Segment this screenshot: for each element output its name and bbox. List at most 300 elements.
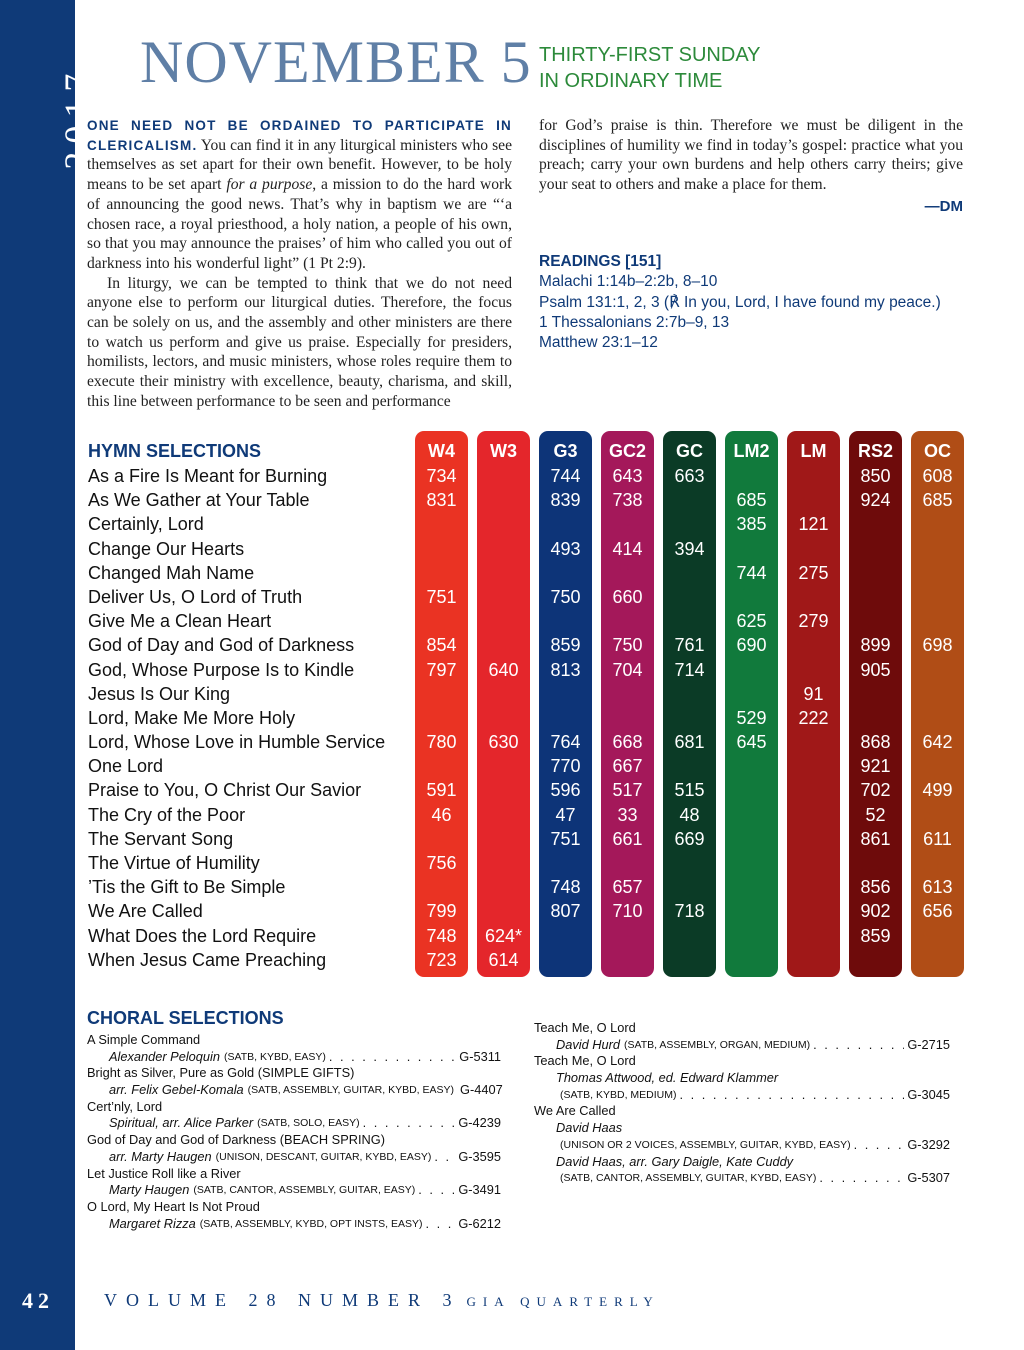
hymn-number xyxy=(663,851,716,875)
hymn-title: One Lord xyxy=(88,756,164,777)
choral-code: G-6212 xyxy=(458,1215,501,1231)
hymn-number: 751 xyxy=(550,828,581,849)
choral-detail xyxy=(87,1082,501,1099)
hymn-number: 394 xyxy=(674,538,705,559)
choral-title: Bright as Silver, Pure as Gold (SIMPLE GIFTS) xyxy=(87,1065,355,1081)
hymn-number xyxy=(849,537,902,561)
hymn-number: 702 xyxy=(860,780,891,801)
hymnal-column-header: GC2 xyxy=(608,441,646,461)
choral-code: G-3045 xyxy=(907,1086,950,1102)
article-paragraph-3: for God’s praise is thin. Therefore we must be diligent in the disciplines of humility we find in today’s gospel: practice what you preach; carry your own burdens and help others carry theirs; give your seat to others and make a place for them. xyxy=(539,117,963,194)
hymnal-column-lm xyxy=(787,431,840,977)
hymn-number xyxy=(725,948,778,972)
hymn-number xyxy=(787,488,840,512)
hymn-number xyxy=(787,827,840,851)
choral-detail xyxy=(534,1154,950,1171)
hymn-number xyxy=(601,682,654,706)
hymn-number: 924 xyxy=(860,490,891,511)
choral-composer: David Hurd xyxy=(556,1036,621,1052)
hymn-number xyxy=(477,537,530,561)
hymn-number: 596 xyxy=(550,780,581,801)
hymn-number xyxy=(725,464,778,488)
choral-code: G-4407 xyxy=(460,1082,503,1098)
choral-code: G-2715 xyxy=(907,1036,950,1052)
hymn-number xyxy=(477,512,530,536)
hymn-number xyxy=(539,948,592,972)
choral-title: A Simple Command xyxy=(87,1032,201,1047)
choral-detail xyxy=(87,1216,501,1233)
hymn-number xyxy=(539,924,592,948)
hymnal-column-header: W3 xyxy=(490,441,517,461)
hymnal-column-g3 xyxy=(539,431,592,977)
choral-detail xyxy=(534,1070,950,1087)
dot-leader xyxy=(425,1216,455,1233)
hymn-number: 642 xyxy=(922,732,953,753)
hymn-number xyxy=(787,924,840,948)
choral-voicing: (SATB, CANTOR, ASSEMBLY, GUITAR, KYBD, EASY) xyxy=(560,1172,817,1185)
choral-left-column xyxy=(87,1032,501,1232)
hymn-number xyxy=(601,561,654,585)
choral-composer: Thomas Attwood, ed. Edward Klammer xyxy=(556,1070,779,1086)
hymnal-column-header: RS2 xyxy=(857,441,893,461)
hymn-number xyxy=(725,803,778,827)
hymn-number: 861 xyxy=(860,828,891,849)
hymn-number xyxy=(787,778,840,802)
occasion-line-2: IN ORDINARY TIME xyxy=(539,70,723,92)
hymn-number: 222 xyxy=(798,707,829,728)
choral-detail xyxy=(87,1182,501,1199)
article-text: , a mission to do the hard work of announcing the good news. That’s why in baptism we are “‘a chosen race, a royal priesthood, a holy nation, a people of his own, so that you may announce the praises’ of him who called you out of darkness into his wonderful light” (1 Pt 2:9). xyxy=(87,176,512,272)
hymn-number: 744 xyxy=(550,466,581,486)
hymn-number xyxy=(787,730,840,754)
hymn-title: We Are Called xyxy=(88,901,203,922)
hymn-number: 625 xyxy=(736,611,767,632)
hymn-number xyxy=(725,827,778,851)
hymn-number xyxy=(663,561,716,585)
choral-detail xyxy=(534,1087,950,1104)
choral-title: O Lord, My Heart Is Not Proud xyxy=(87,1198,260,1214)
hymn-number: 624* xyxy=(484,925,523,946)
hymn-number: 275 xyxy=(798,562,829,583)
choral-code: G-3595 xyxy=(458,1148,501,1164)
hymn-number: 744 xyxy=(736,562,767,583)
hymn-number xyxy=(911,851,964,875)
hymn-number: 734 xyxy=(426,466,457,486)
hymn-number xyxy=(911,803,964,827)
hymn-number: 859 xyxy=(550,635,581,656)
hymn-number: 921 xyxy=(860,756,891,777)
dot-leader xyxy=(813,1037,904,1054)
hymn-number xyxy=(663,585,716,609)
hymn-number: 797 xyxy=(426,659,457,680)
choral-voicing: (SATB, KYBD, MEDIUM) xyxy=(560,1088,677,1101)
hymn-number xyxy=(849,561,902,585)
footer xyxy=(104,1290,660,1311)
hymnal-column-header: W4 xyxy=(428,441,455,461)
hymn-number: 529 xyxy=(736,707,767,728)
hymn-title: ’Tis the Gift to Be Simple xyxy=(88,877,286,898)
hymn-number xyxy=(911,706,964,730)
hymn-number: 669 xyxy=(674,828,705,849)
hymn-number: 613 xyxy=(922,877,953,898)
hymn-number xyxy=(601,609,654,633)
hymn-number xyxy=(539,512,592,536)
hymn-number: 704 xyxy=(612,659,643,680)
reading-item: 1 Thessalonians 2:7b–9, 13 xyxy=(539,313,730,331)
hymn-number xyxy=(725,682,778,706)
hymn-title: Praise to You, O Christ Our Savior xyxy=(88,780,362,801)
hymn-number: 748 xyxy=(426,925,457,946)
hymn-number: 748 xyxy=(550,877,581,898)
hymn-number xyxy=(477,561,530,585)
hymn-number: 385 xyxy=(736,514,767,535)
choral-voicing: (UNISON OR 2 VOICES, ASSEMBLY, GUITAR, KYBD, EASY) xyxy=(560,1138,851,1151)
hymn-number xyxy=(415,512,468,536)
hymn-number xyxy=(911,754,964,778)
hymn-number: 591 xyxy=(426,780,457,801)
article-paragraph-1 xyxy=(87,116,512,274)
hymn-title: God, Whose Purpose Is to Kindle xyxy=(88,659,355,680)
hymn-number xyxy=(663,488,716,512)
choral-voicing: (UNISON, DESCANT, GUITAR, KYBD, EASY) xyxy=(215,1150,432,1163)
hymn-number xyxy=(787,658,840,682)
hymn-number xyxy=(415,875,468,899)
hymn-number xyxy=(787,754,840,778)
choral-code: G-5307 xyxy=(907,1170,950,1186)
hymn-number xyxy=(601,706,654,730)
choral-detail xyxy=(87,1149,501,1166)
choral-detail xyxy=(534,1037,950,1054)
hymnal-column-header: LM2 xyxy=(733,441,770,461)
hymn-number: 690 xyxy=(736,635,767,656)
hymn-number: 807 xyxy=(550,901,581,922)
hymn-title: Change Our Hearts xyxy=(88,538,245,559)
hymnal-column-header: G3 xyxy=(553,441,578,461)
hymn-number: 761 xyxy=(674,635,705,656)
hymn-number xyxy=(477,899,530,923)
hymn-number xyxy=(477,682,530,706)
choral-title: Cert’nly, Lord xyxy=(87,1098,163,1114)
hymn-number xyxy=(787,875,840,899)
footer-volume: VOLUME 28 NUMBER 3 xyxy=(104,1290,461,1310)
hymn-number xyxy=(849,706,902,730)
choral-composer: Alexander Peloquin xyxy=(109,1048,220,1064)
hymn-number: 663 xyxy=(674,466,705,486)
article-lead: ONE NEED NOT BE ORDAINED TO PARTICIPATE IN CLERICALISM. xyxy=(87,118,512,153)
article-paragraph-2: In liturgy, we can be tempted to think that we do not need anyone else to perform our liturgical duties. Therefore, the focus can be solely on us, and the assembly and other ministers are there to watch us perform and give us praise. Especially for presiders, homilists, lectors, and music ministers, whose roles require them to execute their ministry with excellence, beauty, charisma, and skill, this line between performance to be seen and performance xyxy=(87,274,512,410)
hymn-number xyxy=(787,899,840,923)
hymn-number: 499 xyxy=(922,780,953,801)
hymn-number: 121 xyxy=(798,514,829,535)
hymn-number xyxy=(477,609,530,633)
hymn-number: 750 xyxy=(612,635,643,656)
hymn-number xyxy=(539,609,592,633)
hymn-number: 46 xyxy=(431,804,452,825)
hymn-number xyxy=(539,851,592,875)
hymn-number xyxy=(415,682,468,706)
hymn-number xyxy=(911,682,964,706)
hymn-number xyxy=(787,851,840,875)
choral-composer: Marty Haugen xyxy=(109,1182,190,1198)
hymn-title: God of Day and God of Darkness xyxy=(88,635,355,656)
choral-composer: David Haas xyxy=(556,1120,623,1136)
hymn-number xyxy=(725,924,778,948)
dot-leader xyxy=(819,1170,904,1187)
choral-detail xyxy=(534,1120,950,1137)
hymn-number: 33 xyxy=(617,804,638,825)
hymnal-column-w4 xyxy=(415,431,468,977)
hymn-number xyxy=(911,561,964,585)
hymn-number: 723 xyxy=(426,949,457,970)
hymn-number: 91 xyxy=(803,683,824,704)
article-text: You can find it in any liturgical ministers who see themselves as set apart for their own benefit. However, to be holy means to be set apart xyxy=(87,136,512,194)
sidebar xyxy=(0,0,97,1350)
hymn-number: 751 xyxy=(426,586,457,607)
hymn-titles xyxy=(88,464,385,972)
hymn-number xyxy=(725,851,778,875)
hymn-number xyxy=(663,706,716,730)
hymn-number: 643 xyxy=(612,466,643,486)
hymnal-column-gc2 xyxy=(601,431,654,977)
hymn-number xyxy=(849,512,902,536)
reading-item: Malachi 1:14b–2:2b, 8–10 xyxy=(539,273,718,291)
occasion-title xyxy=(539,42,761,94)
hymn-number xyxy=(911,585,964,609)
hymn-number: 667 xyxy=(612,756,643,777)
choral-detail xyxy=(534,1170,950,1187)
hymn-number: 657 xyxy=(612,877,643,898)
hymn-number: 630 xyxy=(488,732,519,753)
hymn-title: When Jesus Came Preaching xyxy=(88,949,327,970)
choral-voicing: (SATB, CANTOR, ASSEMBLY, GUITAR, EASY) xyxy=(193,1184,416,1197)
dot-leader xyxy=(329,1049,456,1066)
hymn-title: What Does the Lord Require xyxy=(88,925,317,946)
hymn-number: 831 xyxy=(426,490,457,511)
choral-detail xyxy=(87,1115,501,1132)
hymn-number xyxy=(415,609,468,633)
choral-title: God of Day and God of Darkness (BEACH SPRING) xyxy=(87,1132,385,1148)
hymn-number xyxy=(539,561,592,585)
hymnal-column-w3 xyxy=(477,431,530,977)
hymn-number: 905 xyxy=(860,659,891,680)
hymn-number: 493 xyxy=(550,538,581,559)
choral-composer: arr. Marty Haugen xyxy=(109,1148,212,1164)
hymn-number xyxy=(477,803,530,827)
hymn-number xyxy=(477,488,530,512)
hymn-number: 656 xyxy=(922,901,953,922)
hymn-number xyxy=(911,609,964,633)
choral-right-column xyxy=(534,1020,950,1187)
dot-leader xyxy=(434,1149,455,1166)
hymn-title: The Servant Song xyxy=(88,828,234,849)
hymn-title: Lord, Whose Love in Humble Service xyxy=(88,732,386,753)
hymn-title: Deliver Us, O Lord of Truth xyxy=(88,586,303,607)
hymn-number xyxy=(601,924,654,948)
hymn-number: 839 xyxy=(550,490,581,511)
hymn-number xyxy=(787,803,840,827)
hymn-number xyxy=(663,609,716,633)
hymnal-column-rs2 xyxy=(849,431,902,977)
dot-leader xyxy=(363,1115,456,1132)
article-emphasis: for a purpose xyxy=(226,176,313,194)
choral-title: Teach Me, O Lord xyxy=(534,1020,636,1035)
choral-heading: CHORAL SELECTIONS xyxy=(87,1008,284,1028)
choral-title: Teach Me, O Lord xyxy=(534,1053,636,1069)
hymn-number: 611 xyxy=(923,828,952,849)
hymn-number xyxy=(911,658,964,682)
footer-publication: GIA QUARTERLY xyxy=(466,1294,660,1309)
hymn-number xyxy=(663,948,716,972)
hymn-number xyxy=(849,682,902,706)
hymn-number: 614 xyxy=(488,949,519,970)
hymn-number xyxy=(477,875,530,899)
hymn-number xyxy=(477,851,530,875)
hymn-number xyxy=(415,827,468,851)
page-title: NOVEMBER 5 xyxy=(140,29,532,95)
hymn-number xyxy=(663,875,716,899)
hymn-number: 854 xyxy=(426,635,457,656)
hymn-title: As a Fire Is Meant for Burning xyxy=(88,466,328,486)
hymn-number xyxy=(477,585,530,609)
hymn-number xyxy=(787,633,840,657)
dot-leader xyxy=(418,1182,455,1199)
page-number: 42 xyxy=(22,1288,54,1313)
hymn-number xyxy=(725,658,778,682)
hymn-number: 718 xyxy=(674,901,705,922)
article-signature: —DM xyxy=(924,197,963,215)
article-left-column xyxy=(87,116,512,412)
hymn-number: 850 xyxy=(860,466,891,486)
hymn-title: The Cry of the Poor xyxy=(88,804,246,825)
hymn-title: Lord, Make Me More Holy xyxy=(88,707,296,728)
choral-composer: arr. Felix Gebel-Komala xyxy=(109,1082,244,1098)
choral-voicing: (SATB, ASSEMBLY, GUITAR, KYBD, EASY) xyxy=(247,1084,455,1097)
hymn-number: 799 xyxy=(426,901,457,922)
hymnal-column-gc xyxy=(663,431,716,977)
hymn-number: 750 xyxy=(550,586,581,607)
hymn-number xyxy=(849,948,902,972)
hymn-number xyxy=(911,537,964,561)
choral-detail xyxy=(534,1137,950,1154)
hymn-number: 902 xyxy=(860,901,891,922)
hymn-number xyxy=(849,609,902,633)
occasion-line-1: THIRTY-FIRST SUNDAY xyxy=(539,44,761,66)
hymn-number xyxy=(725,778,778,802)
hymn-number: 738 xyxy=(612,490,643,511)
hymn-number: 685 xyxy=(736,490,767,511)
hymn-number: 660 xyxy=(612,586,643,607)
hymn-number xyxy=(725,899,778,923)
choral-code: G-5311 xyxy=(459,1048,501,1064)
hymn-number: 517 xyxy=(612,780,643,801)
readings-heading: READINGS [151] xyxy=(539,253,662,270)
hymn-title: As We Gather at Your Table xyxy=(88,490,310,511)
choral-title: Let Justice Roll like a River xyxy=(87,1165,241,1181)
hymn-number xyxy=(725,754,778,778)
hymn-title: Jesus Is Our King xyxy=(88,683,231,704)
hymn-number xyxy=(911,948,964,972)
article-right-column xyxy=(539,116,963,217)
hymn-number xyxy=(725,537,778,561)
hymn-number xyxy=(787,464,840,488)
choral-composer: David Haas, arr. Gary Daigle, Kate Cuddy xyxy=(556,1153,794,1169)
hymn-number xyxy=(477,754,530,778)
readings xyxy=(539,252,941,353)
hymn-number: 813 xyxy=(550,659,581,680)
hymn-number: 868 xyxy=(860,732,891,753)
hymn-number xyxy=(539,682,592,706)
hymn-number: 859 xyxy=(860,925,891,946)
choral-code: G-3491 xyxy=(458,1182,501,1198)
hymn-number: 681 xyxy=(674,732,705,753)
hymn-number: 698 xyxy=(922,635,953,656)
hymn-number xyxy=(787,948,840,972)
hymn-title: The Virtue of Humility xyxy=(88,853,260,873)
dot-leader xyxy=(679,1087,904,1104)
hymn-number: 756 xyxy=(426,853,457,873)
hymn-number: 279 xyxy=(798,611,829,632)
dot-leader xyxy=(854,1137,905,1154)
hymn-number xyxy=(415,754,468,778)
hymn-number: 764 xyxy=(550,732,581,753)
hymn-number: 668 xyxy=(612,732,643,753)
hymnal-column-header: OC xyxy=(924,441,951,461)
hymn-number xyxy=(415,537,468,561)
hymn-number xyxy=(787,537,840,561)
hymn-number xyxy=(849,851,902,875)
hymn-title: Give Me a Clean Heart xyxy=(88,611,272,632)
reading-item: Psalm 131:1, 2, 3 (℟ In you, Lord, I have found my peace.) xyxy=(539,293,941,311)
hymn-number: 645 xyxy=(736,732,767,753)
hymn-number xyxy=(911,924,964,948)
hymn-number xyxy=(663,682,716,706)
hymn-number xyxy=(663,924,716,948)
hymn-number xyxy=(663,754,716,778)
hymn-number: 640 xyxy=(488,659,519,680)
hymn-number: 710 xyxy=(612,901,643,922)
choral-composer: Margaret Rizza xyxy=(109,1215,196,1231)
hymn-number xyxy=(725,585,778,609)
hymnal-column-header: GC xyxy=(676,441,703,461)
hymn-number xyxy=(849,585,902,609)
hymn-number: 515 xyxy=(674,780,705,801)
hymn-number: 856 xyxy=(860,877,891,898)
choral-voicing: (SATB, SOLO, EASY) xyxy=(257,1117,360,1130)
choral-voicing: (SATB, ASSEMBLY, ORGAN, MEDIUM) xyxy=(624,1038,811,1051)
hymn-title: Certainly, Lord xyxy=(88,514,204,535)
hymn-heading: HYMN SELECTIONS xyxy=(88,441,262,461)
choral-title: We Are Called xyxy=(534,1103,616,1119)
hymnal-column-lm2 xyxy=(725,431,778,977)
hymn-number xyxy=(415,706,468,730)
hymn-number xyxy=(601,851,654,875)
hymn-number: 47 xyxy=(555,804,576,825)
hymn-number xyxy=(477,778,530,802)
choral-code: G-4239 xyxy=(458,1115,501,1131)
hymn-number xyxy=(725,875,778,899)
sidebar-year: 2017 xyxy=(57,65,97,170)
hymn-number: 714 xyxy=(674,659,705,680)
hymn-number xyxy=(477,706,530,730)
hymn-number xyxy=(477,633,530,657)
readings-list xyxy=(539,272,941,353)
hymn-number: 685 xyxy=(922,490,953,511)
hymn-number: 899 xyxy=(860,635,891,656)
choral-detail xyxy=(87,1049,501,1066)
hymn-number xyxy=(787,585,840,609)
choral-voicing: (SATB, ASSEMBLY, KYBD, OPT INSTS, EASY) xyxy=(199,1217,423,1230)
hymn-number xyxy=(539,706,592,730)
